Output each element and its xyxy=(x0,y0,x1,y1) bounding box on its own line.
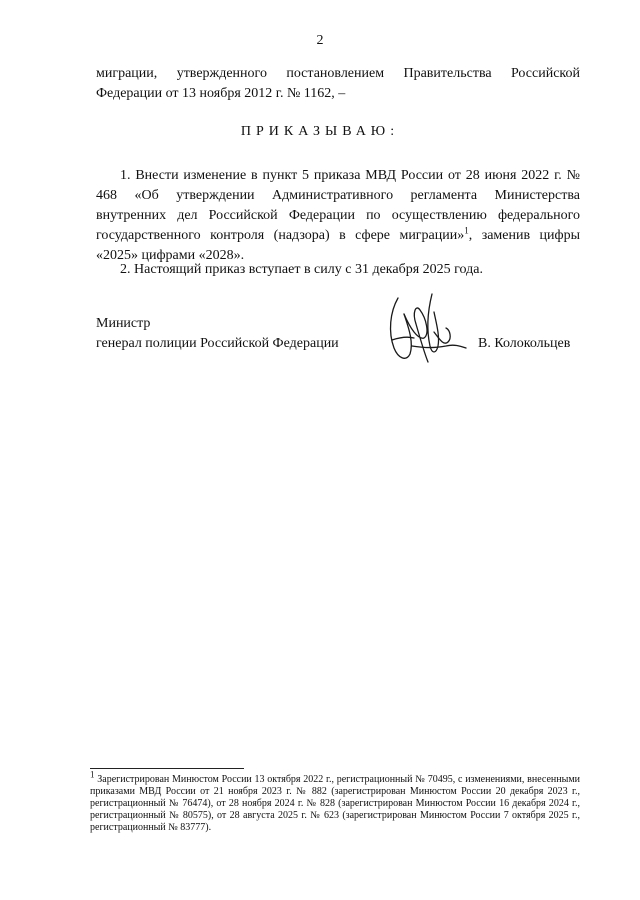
footnote xyxy=(90,769,580,834)
intro-paragraph xyxy=(96,64,580,104)
handwritten-signature xyxy=(384,292,468,370)
footnote-separator xyxy=(90,768,244,769)
order-item-1 xyxy=(96,166,580,266)
intro-line-1: миграции, утвержденного постановлением Правительства Российской xyxy=(96,66,580,81)
order-item-2-text: 2. Настоящий приказ вступает в силу с 31 декабря 2025 года. xyxy=(120,262,483,277)
order-item-1-text: 1. Внести изменение в пункт 5 приказа МВД России от 28 июня 2022 г. № 468 «Об утверждении Административного регламента Министерства внутренних дел Российской Федерации по осуществлению федерального государственного контроля (надзора) в сфере миграции» xyxy=(96,168,580,243)
signatory-rank: генерал полиции Российской Федерации xyxy=(96,336,339,351)
order-item-1-tail: , заменив цифры «2025» цифрами «2028». xyxy=(96,228,580,263)
page-number: 2 xyxy=(316,33,324,48)
order-item-2 xyxy=(96,260,580,280)
footnote-mark: 1 xyxy=(90,769,95,780)
signatory-position: Министр xyxy=(96,316,151,331)
footnote-text: Зарегистрирован Минюстом России 13 октября 2022 г., регистрационный № 70495, с изменениями, внесенными приказами МВД России от 21 ноября 2023 г. № 882 (зарегистрирован Минюстом России 20 декабря 2023 г., регистрационный № 76474), от 28 ноября 2024 г. № 828 (зарегистрирован Минюстом России 16 декабря 2024 г., регистрационный № 80575), от 28 августа 2025 г. № 623 (зарегистрирован Минюстом России 7 октября 2025 г., регистрационный № 83777). xyxy=(90,774,580,833)
intro-line-2: Федерации от 13 ноября 2012 г. № 1162, – xyxy=(96,86,346,101)
footnote-reference: 1 xyxy=(464,225,469,236)
order-heading: ПРИКАЗЫВАЮ: xyxy=(240,124,400,139)
signatory-name: В. Колокольцев xyxy=(478,336,571,351)
signatory-title xyxy=(96,314,339,354)
